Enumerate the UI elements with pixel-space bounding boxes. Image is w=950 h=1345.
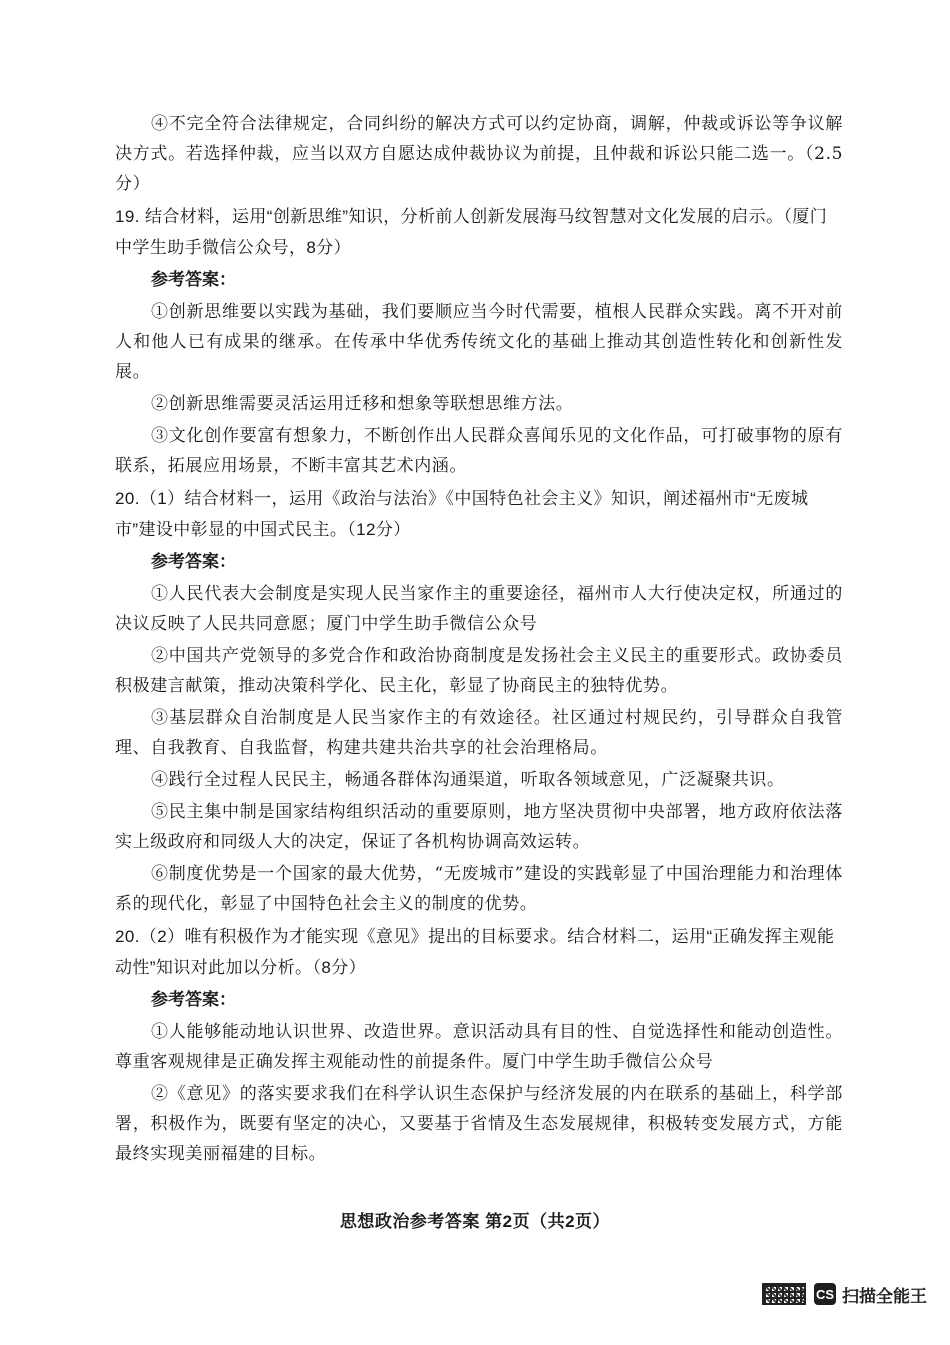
answer-item: ③文化创作要富有想象力，不断创作出人民群众喜闻乐见的文化作品，可打破事物的原有联系，拓展应用场景，不断丰富其艺术内涵。 [115, 426, 843, 476]
answer-item: ③基层群众自治制度是人民当家作主的有效途径。社区通过村规民约，引导群众自我管理、自我教育、自我监督，构建共建共治共享的社会治理格局。 [115, 708, 843, 758]
answer-item: ⑤民主集中制是国家结构组织活动的重要原则，地方坚决贯彻中央部署，地方政府依法落实上级政府和同级人大的决定，保证了各机构协调高效运转。 [115, 802, 843, 852]
answer-item: ②创新思维需要灵活运用迁移和想象等联想思维方法。 [151, 394, 574, 414]
question-20-1: 20.（1）结合材料一，运用《政治与法治》《中国特色社会主义》知识，阐述福州市“无废城市”建设中彰显的中国式民主。（12分） [115, 489, 809, 539]
scanner-watermark [762, 1282, 950, 1306]
reference-answer-heading: 参考答案： [151, 270, 236, 289]
reference-answer-heading: 参考答案： [151, 990, 236, 1009]
answer-item: ①人能够能动地认识世界、改造世界。意识活动具有目的性、自觉选择性和能动创造性。尊重客观规律是正确发挥主观能动性的前提条件。厦门中学生助手微信公众号 [115, 1022, 843, 1072]
cs-logo-icon: CS [814, 1283, 836, 1305]
answer-item: ①创新思维要以实践为基础，我们要顺应当今时代需要，植根人民群众实践。离不开对前人和他人已有成果的继承。在传承中华优秀传统文化的基础上推动其创造性转化和创新性发展。 [115, 302, 843, 382]
answer-item: ⑥制度优势是一个国家的最大优势，“无废城市”建设的实践彰显了中国治理能力和治理体系的现代化，彰显了中国特色社会主义的制度的优势。 [115, 864, 843, 914]
scanner-app-name: 扫描全能王 [842, 1286, 927, 1306]
answer-item: ①人民代表大会制度是实现人民当家作主的重要途径，福州市人大行使决定权，所通过的决议反映了人民共同意愿；厦门中学生助手微信公众号 [115, 584, 843, 634]
question-19: 19. 结合材料，运用“创新思维”知识，分析前人创新发展海马纹智慧对文化发展的启示。（厦门中学生助手微信公众号，8分） [115, 207, 828, 257]
page-footer: 思想政治参考答案 第2页（共2页） [339, 1212, 611, 1231]
answer-item: ④不完全符合法律规定，合同纠纷的解决方式可以约定协商，调解，仲裁或诉讼等争议解决方式。若选择仲裁，应当以双方自愿达成仲裁协议为前提，且仲裁和诉讼只能二选一。（2.5分） [115, 114, 843, 194]
question-20-2: 20.（2）唯有积极作为才能实现《意见》提出的目标要求。结合材料二，运用“正确发挥主观能动性”知识对此加以分析。（8分） [115, 927, 835, 977]
answer-item: ②《意见》的落实要求我们在科学认识生态保护与经济发展的内在联系的基础上，科学部署，积极作为，既要有坚定的决心，又要基于省情及生态发展规律，积极转变发展方式，方能最终实现美丽福建的目标。 [115, 1084, 843, 1164]
qr-code-icon [762, 1283, 806, 1305]
answer-item: ④践行全过程人民民主，畅通各群体沟通渠道，听取各领域意见，广泛凝聚共识。 [151, 770, 785, 790]
reference-answer-heading: 参考答案： [151, 552, 236, 571]
answer-item: ②中国共产党领导的多党合作和政治协商制度是发扬社会主义民主的重要形式。政协委员积极建言献策，推动决策科学化、民主化，彰显了协商民主的独特优势。 [115, 646, 843, 696]
answer-content [115, 109, 843, 1171]
